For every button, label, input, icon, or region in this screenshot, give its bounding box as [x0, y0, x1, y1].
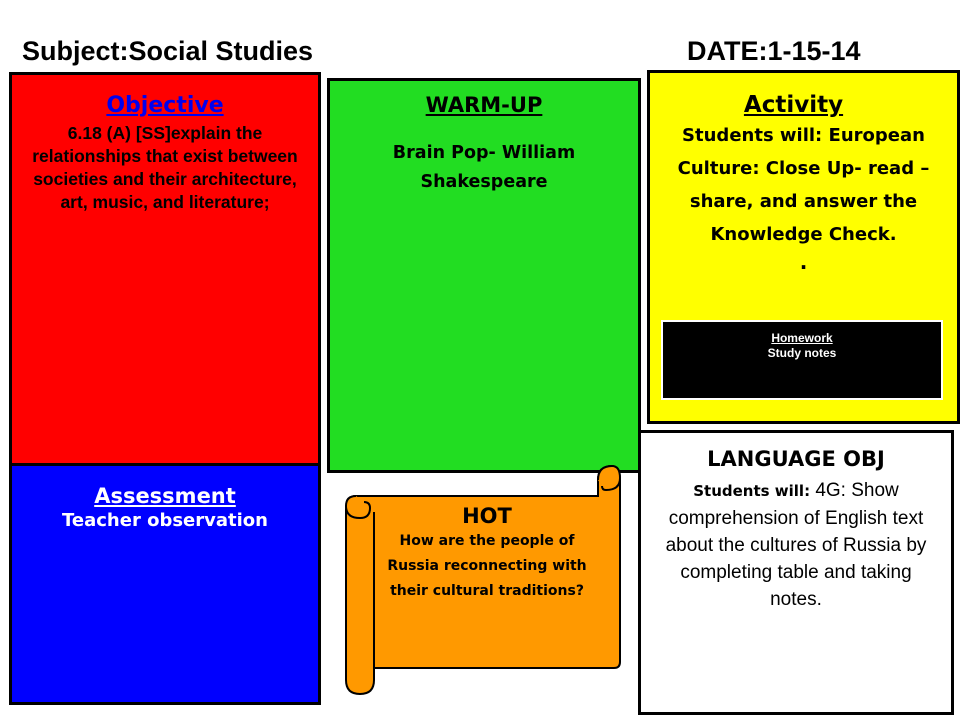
language-text: 4G: Show comprehension of English text about the cultures of Russia by completing table and taking notes.	[665, 480, 927, 610]
subject-heading: Subject:Social Studies	[22, 36, 314, 66]
objective-text: 6.18 (A) [SS]explain the relationships that exist between societies and their architecture, art, music, and literature;	[32, 123, 298, 212]
hot-text: How are the people of Russia reconnecting with their cultural traditions?	[387, 533, 587, 599]
language-lead: Students will:	[693, 482, 811, 500]
warmup-title: WARM-UP	[425, 93, 543, 117]
activity-panel	[647, 70, 960, 424]
hot-content	[378, 504, 596, 604]
homework-box	[661, 320, 943, 400]
language-text-block	[641, 477, 951, 613]
language-title: LANGUAGE OBJ	[707, 447, 885, 471]
homework-link[interactable]: Homework	[771, 331, 833, 345]
warmup-text: Brain Pop- William Shakespeare	[392, 143, 576, 192]
warmup-panel	[327, 78, 641, 473]
language-panel	[638, 430, 954, 715]
objective-panel	[9, 72, 321, 466]
assessment-text: Teacher observation	[62, 510, 268, 531]
date-heading: DATE:1-15-14	[687, 36, 861, 66]
objective-title: Objective	[106, 93, 224, 118]
activity-dot: .	[799, 250, 808, 274]
activity-title: Activity	[743, 92, 844, 118]
hot-title: HOT	[462, 504, 512, 528]
assessment-panel	[9, 463, 321, 705]
homework-text: Study notes	[767, 346, 837, 360]
activity-text: Students will: European Culture: Close Up- read – share, and answer the Knowledge Check.	[677, 125, 930, 245]
assessment-title: Assessment	[94, 484, 236, 508]
